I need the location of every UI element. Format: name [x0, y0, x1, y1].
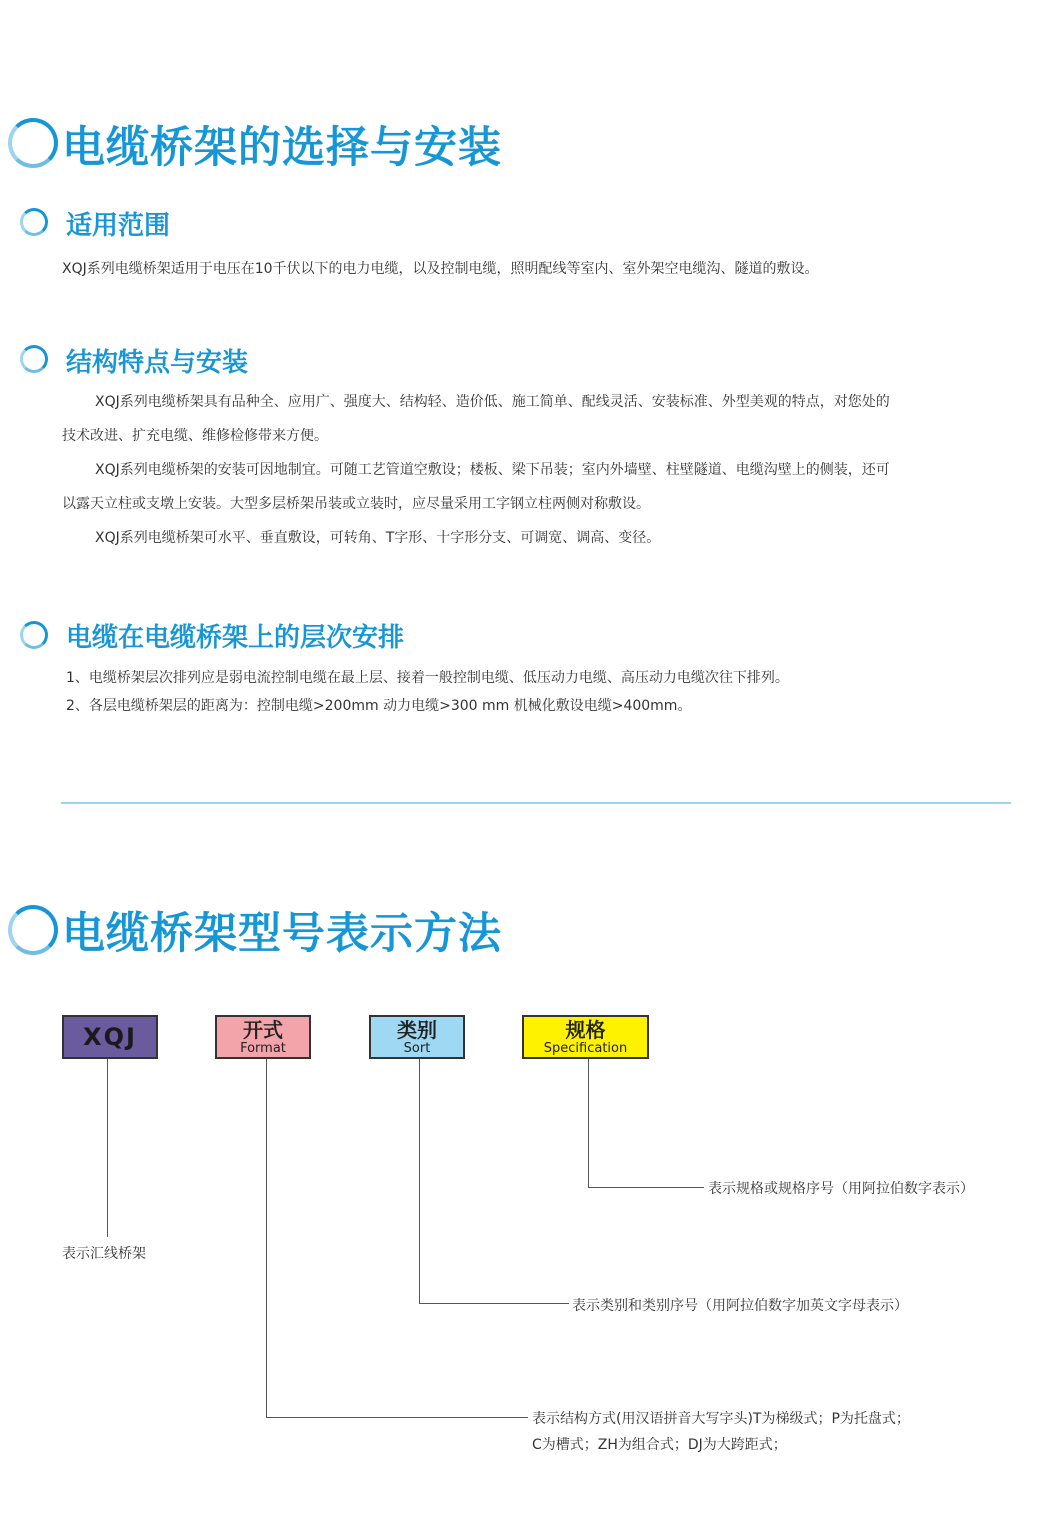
section-title-ring-icon	[8, 118, 58, 168]
section-title-ring-icon	[8, 905, 58, 955]
structure-line-1: XQJ系列电缆桥架具有品种全、应用广、强度大、结构轻、造价低、施工简单、配线灵活、安装标准、外型美观的特点，对您处的	[95, 394, 890, 410]
structure-text	[62, 385, 890, 555]
connector-format-v	[266, 1059, 267, 1417]
subheading-scope: 适用范围	[66, 211, 171, 241]
connector-spec-h	[588, 1187, 704, 1188]
subheading-ring-icon	[20, 621, 48, 649]
box-format-en: Format	[240, 1041, 286, 1056]
structure-line-4: 以露天立柱或支墩上安装。大型多层桥架吊装或立装时，应尽量采用工字钢立柱两侧对称敷设。	[62, 496, 650, 512]
box-xqj	[62, 1015, 158, 1059]
subheading-structure: 结构特点与安装	[66, 348, 249, 378]
connector-format-h	[266, 1417, 528, 1418]
box-xqj-label: XQJ	[83, 1023, 137, 1051]
subheading-layers: 电缆在电缆桥架上的层次安排	[66, 623, 405, 653]
note-xqj: 表示汇线桥架	[62, 1246, 146, 1262]
scope-text: XQJ系列电缆桥架适用于电压在10千伏以下的电力电缆，以及控制电缆，照明配线等室内、室外架空电缆沟、隧道的敷设。	[62, 261, 819, 277]
structure-line-2: 技术改进、扩充电缆、维修检修带来方便。	[62, 428, 328, 444]
box-sort-en: Sort	[403, 1041, 431, 1056]
box-sort-zh: 类别	[397, 1018, 437, 1042]
section-divider	[61, 802, 1011, 804]
section-title-selection-installation: 电缆桥架的选择与安装	[62, 123, 502, 173]
connector-spec-v	[588, 1059, 589, 1187]
note-format-line-2: C为槽式；ZH为组合式；DJ为大跨距式；	[532, 1437, 787, 1453]
subheading-ring-icon	[20, 208, 48, 236]
note-spec: 表示规格或规格序号（用阿拉伯数字表示）	[708, 1181, 974, 1197]
layers-line-1: 1、电缆桥架层次排列应是弱电流控制电缆在最上层、接着一般控制电缆、低压动力电缆、高压动力电缆次往下排列。	[66, 670, 789, 686]
box-sort	[369, 1015, 465, 1059]
box-spec-en: Specification	[543, 1041, 628, 1056]
layers-line-2: 2、各层电缆桥架层的距离为：控制电缆>200mm 动力电缆>300 mm 机械化敷设电缆>400mm。	[66, 698, 692, 714]
note-sort: 表示类别和类别序号（用阿拉伯数字加英文字母表示）	[572, 1298, 908, 1314]
box-format-zh: 开式	[243, 1018, 283, 1042]
section-title-model-notation: 电缆桥架型号表示方法	[62, 909, 502, 959]
box-format	[215, 1015, 311, 1059]
connector-sort-v	[419, 1059, 420, 1303]
connector-xqj	[107, 1059, 108, 1237]
structure-line-3: XQJ系列电缆桥架的安装可因地制宜。可随工艺管道空敷设；楼板、梁下吊装；室内外墙壁、柱壁隧道、电缆沟壁上的侧装，还可	[95, 462, 890, 478]
box-spec	[522, 1015, 649, 1059]
note-format-line-1: 表示结构方式(用汉语拼音大写字头)T为梯级式；P为托盘式；	[532, 1411, 910, 1427]
box-spec-zh: 规格	[565, 1018, 606, 1042]
subheading-ring-icon	[20, 345, 48, 373]
connector-sort-h	[419, 1303, 569, 1304]
structure-line-5: XQJ系列电缆桥架可水平、垂直敷设，可转角、T字形、十字形分支、可调宽、调高、变径。	[95, 530, 661, 546]
